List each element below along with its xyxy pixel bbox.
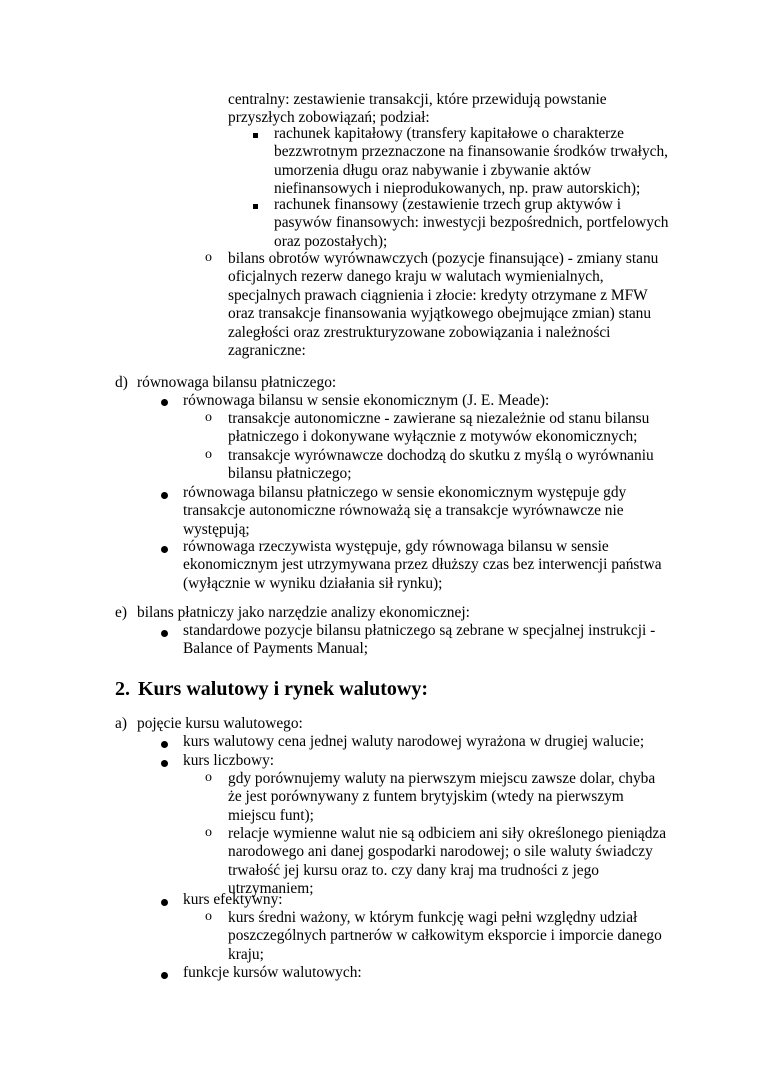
- section-a-item2-sub1: gdy porównujemy waluty na pierwszym miejscu zawsze dolar, chyba że jest porównywany z funtem brytyjskim (wtedy na pierwszym miejscu funt);: [228, 770, 656, 824]
- section-a-marker: a): [115, 715, 127, 732]
- section-a-item2: kurs liczbowy:: [183, 752, 275, 769]
- circle-bullet-icon: o: [205, 770, 212, 785]
- rachunek-kapitalowy-item: rachunek kapitałowy (transfery kapitałowe o charakterze bezzwrotnym przeznaczone na finansowanie środków trwałych, umorzenia długu oraz nabywanie i zbywanie aktów niefinansowych i nieprodukowanych, np. praw autorskich);: [274, 125, 669, 198]
- round-bullet-icon: [161, 760, 168, 767]
- round-bullet-icon: [161, 630, 168, 637]
- section-d-marker: d): [115, 374, 128, 391]
- circle-bullet-icon: o: [205, 447, 212, 462]
- circle-bullet-icon: o: [205, 825, 212, 840]
- rachunek-finansowy-item: rachunek finansowy (zestawienie trzech grup aktywów i pasywów finansowych: inwestycji bezpośrednich, portfelowych oraz pozostałych);: [274, 196, 669, 250]
- section-d-item1: równowaga bilansu w sensie ekonomicznym (J. E. Meade):: [183, 392, 550, 409]
- section-a-item3-sub1: kurs średni ważony, w którym funkcję wagi pełni względny udział poszczególnych partnerów w całkowitym eksporcie i imporcie danego kraju;: [228, 909, 662, 963]
- section-d-item1-sub2: transakcje wyrównawcze dochodzą do skutku z myślą o wyrównaniu bilansu płatniczego;: [228, 447, 654, 483]
- section-a-item2-sub2: relacje wymienne walut nie są odbiciem ani siły określonego pieniądza narodowego ani danej gospodarki narodowej; o sile waluty świadczy trwałość jej kursu oraz to. czy dany kraj ma trudności z jego utrzymaniem;: [228, 825, 667, 898]
- circle-bullet-icon: o: [205, 250, 212, 265]
- round-bullet-icon: [161, 972, 168, 979]
- centralny-paragraph: centralny: zestawienie transakcji, które przewidują powstanie przyszłych zobowiązań; podział:: [228, 91, 607, 127]
- circle-bullet-icon: o: [205, 909, 212, 924]
- section-d-item3: równowaga rzeczywista występuje, gdy równowaga bilansu w sensie ekonomicznym jest utrzymywana przez dłuższy czas bez interwencji państwa (wyłącznie w wyniku działania sił rynku);: [183, 538, 662, 592]
- section-d-item1-sub1: transakcje autonomiczne - zawierane są niezależnie od stanu bilansu płatniczego i dokonywane wyłącznie z motywów ekonomicznych;: [228, 410, 650, 446]
- section-d-title: równowaga bilansu płatniczego:: [137, 374, 337, 391]
- section-e-item1: standardowe pozycje bilansu płatniczego są zebrane w specjalnej instrukcji - Balance of Payments Manual;: [183, 622, 656, 658]
- section-a-title: pojęcie kursu walutowego:: [137, 715, 303, 732]
- heading-2-title: Kurs walutowy i rynek walutowy:: [138, 678, 429, 700]
- round-bullet-icon: [161, 899, 168, 906]
- section-a-item1: kurs walutowy cena jednej waluty narodowej wyrażona w drugiej walucie;: [183, 733, 645, 750]
- section-a-item3: kurs efektywny:: [183, 891, 283, 908]
- section-a-item4: funkcje kursów walutowych:: [183, 964, 362, 981]
- square-bullet-icon: [253, 133, 258, 138]
- square-bullet-icon: [253, 204, 258, 209]
- round-bullet-icon: [161, 399, 168, 406]
- circle-bullet-icon: o: [205, 410, 212, 425]
- section-d-item2: równowaga bilansu płatniczego w sensie ekonomicznym występuje gdy transakcje autonomiczne równoważą się a transakcje wyrównawcze nie występują;: [183, 484, 627, 538]
- section-e-title: bilans płatniczy jako narzędzie analizy ekonomicznej:: [137, 604, 470, 621]
- round-bullet-icon: [161, 492, 168, 499]
- section-e-marker: e): [115, 604, 127, 621]
- bilans-obrotow-item: bilans obrotów wyrównawczych (pozycje finansujące) - zmiany stanu oficjalnych rezerw danego kraju w walutach wymienialnych, specjalnych prawach ciągnienia i złocie: kredyty otrzymane z MFW oraz transakcje finansowania wyjątkowego obejmujące zmian) stanu zaległości oraz zrestrukturyzowane zobowiązania i należności zagraniczne:: [228, 250, 659, 360]
- heading-2-number: 2.: [115, 678, 130, 700]
- round-bullet-icon: [161, 546, 168, 553]
- round-bullet-icon: [161, 741, 168, 748]
